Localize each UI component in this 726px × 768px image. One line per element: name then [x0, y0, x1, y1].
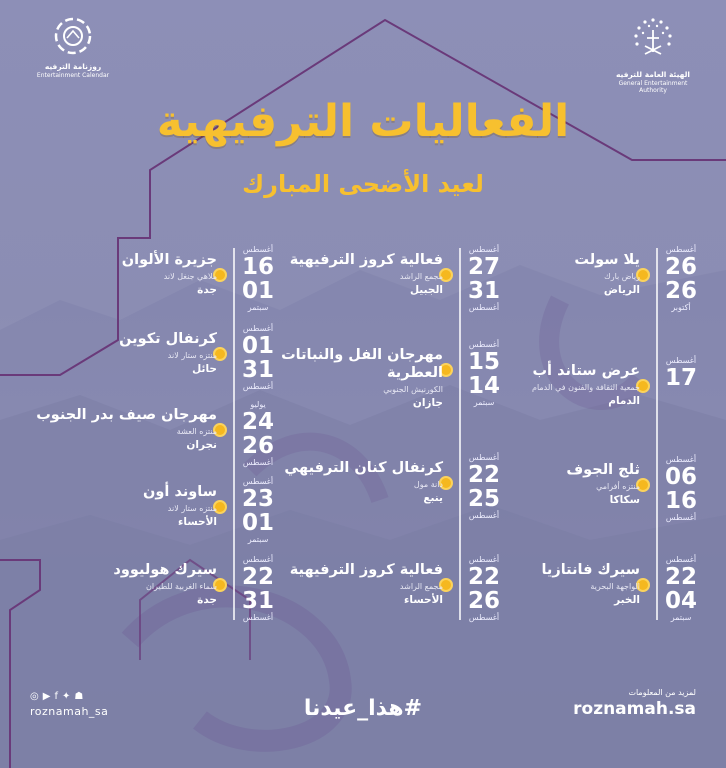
start-month: أغسطس	[468, 245, 500, 254]
end-month: أغسطس	[468, 303, 500, 312]
left-logo-name-ar: روزنامة الترفيه	[44, 62, 102, 71]
end-day: 31	[241, 588, 274, 614]
start-day: 06	[664, 464, 697, 490]
end-month: أغسطس	[242, 458, 274, 467]
event-card[interactable]	[440, 455, 697, 535]
hashtag: #هذا_عيدنا	[303, 696, 423, 721]
event-dates	[655, 455, 707, 523]
right-logo-name-ar: الهيئة العامة للترفيه	[616, 70, 690, 79]
start-day: 17	[664, 365, 697, 391]
event-city: حائل	[192, 363, 217, 375]
end-day: 01	[241, 510, 274, 536]
event-name: سيرك فانتازيا	[541, 562, 640, 578]
event-info	[17, 251, 217, 297]
event-card[interactable]	[17, 555, 274, 635]
event-name: يلا سولت	[574, 252, 640, 268]
instagram-icon[interactable]: ◎	[30, 691, 39, 702]
snapchat-icon[interactable]: ☗	[74, 691, 84, 702]
end-month: أغسطس	[468, 511, 500, 520]
end-day: 31	[241, 357, 274, 383]
event-venue: جمعية الثقافة والفنون في الدمام	[532, 383, 640, 392]
event-info	[17, 561, 217, 607]
event-venue: الواجهة البحرية	[590, 582, 640, 591]
start-day: 22	[664, 564, 697, 590]
end-month: سبتمر	[473, 398, 495, 407]
event-city: الجبيل	[409, 284, 443, 296]
end-month: أغسطس	[468, 613, 500, 622]
end-month: أغسطس	[242, 613, 274, 622]
start-day: 24	[241, 409, 274, 435]
event-city: سكاكا	[609, 494, 640, 506]
end-day: 14	[467, 373, 500, 399]
end-day: 26	[664, 278, 697, 304]
event-card[interactable]	[17, 324, 274, 404]
site-info	[573, 688, 696, 719]
event-city: الخبر	[614, 594, 640, 606]
event-city: جدة	[197, 594, 217, 606]
end-day: 16	[664, 488, 697, 514]
start-month: أغسطس	[665, 245, 697, 254]
start-month: يوليو	[250, 400, 266, 409]
start-day: 23	[241, 486, 274, 512]
site-label: لمزيد من المعلومات	[628, 688, 696, 697]
event-name: كرنفال تكوين	[119, 331, 217, 347]
event-card[interactable]	[440, 555, 697, 635]
event-venue: مجمع الراشد	[399, 272, 443, 281]
event-dates	[655, 245, 707, 313]
event-card[interactable]	[17, 245, 274, 325]
gea-emblem-icon	[625, 16, 681, 64]
page-subtitle: لعيد الأضحى المبارك	[242, 170, 484, 198]
start-month: أغسطس	[242, 324, 274, 333]
start-day: 22	[241, 564, 274, 590]
page-title: الفعاليات الترفيهية	[156, 96, 570, 147]
event-venue: ملاهي جنغل لاند	[163, 272, 217, 281]
entertainment-calendar-logo	[28, 16, 118, 79]
event-venue: دانة مول	[413, 480, 443, 489]
start-day: 22	[467, 564, 500, 590]
event-name: كرنفال كنان الترفيهي	[284, 460, 443, 476]
end-day: 26	[467, 588, 500, 614]
start-month: أغسطس	[665, 455, 697, 464]
event-venue: منتزه ستار لاند	[167, 504, 217, 513]
right-logo-name-en: General Entertainment Authority	[618, 80, 688, 94]
event-name: فعالية كروز الترفيهية	[289, 562, 443, 578]
event-card[interactable]	[243, 245, 500, 325]
event-info	[243, 561, 443, 607]
event-info	[440, 561, 640, 607]
event-name: مهرجان الفل والنباتات العطرية	[281, 347, 443, 381]
event-info	[243, 346, 443, 410]
start-month: أغسطس	[665, 555, 697, 564]
event-info	[17, 406, 217, 452]
end-month: سبتمر	[247, 535, 269, 544]
start-month: أغسطس	[468, 555, 500, 564]
event-name: جزيرة الألوان	[121, 252, 217, 268]
event-venue: منتزه أفرامي	[596, 482, 640, 491]
start-month: أغسطس	[242, 245, 274, 254]
end-day: 26	[241, 433, 274, 459]
event-info	[17, 483, 217, 529]
end-day: 31	[467, 278, 500, 304]
event-city: الأحساء	[178, 516, 217, 528]
start-day: 15	[467, 349, 500, 375]
end-month: سبتمر	[247, 303, 269, 312]
event-city: نجران	[186, 439, 217, 451]
start-month: أغسطس	[468, 453, 500, 462]
event-dates	[655, 555, 707, 623]
left-logo-name-en: Entertainment Calendar	[36, 72, 110, 79]
calendar-emblem-icon	[53, 16, 93, 56]
event-card[interactable]	[17, 477, 274, 557]
site-url-link[interactable]: roznamah.sa	[573, 699, 696, 719]
event-name: ساوند أون	[143, 484, 217, 500]
start-month: أغسطس	[665, 356, 697, 365]
event-card[interactable]	[243, 453, 500, 533]
start-day: 22	[467, 462, 500, 488]
start-day: 26	[664, 254, 697, 280]
start-month: أغسطس	[468, 340, 500, 349]
event-city: الأحساء	[404, 594, 443, 606]
facebook-icon[interactable]: f	[54, 691, 58, 702]
end-month: أغسطس	[242, 382, 274, 391]
event-name: عرض ستاند أب	[532, 363, 640, 379]
event-info	[440, 362, 640, 408]
event-card[interactable]	[17, 400, 274, 480]
end-month: سبتمر	[670, 613, 692, 622]
event-info	[17, 330, 217, 376]
event-venue: مجمع الراشد	[399, 582, 443, 591]
event-venue: سماء الغربية للطيران	[145, 582, 217, 591]
event-name: سيرك هوليوود	[113, 562, 217, 578]
event-venue: الكورنيش الجنوبي	[383, 385, 443, 394]
event-dates	[655, 356, 707, 390]
start-day: 16	[241, 254, 274, 280]
event-card[interactable]	[243, 555, 500, 635]
start-month: أغسطس	[242, 477, 274, 486]
event-card[interactable]	[440, 356, 697, 436]
gea-logo	[608, 16, 698, 94]
event-info	[243, 459, 443, 505]
event-venue: منتزه العشة	[176, 427, 217, 436]
social-handle[interactable]: roznamah_sa	[30, 705, 109, 718]
event-city: الدمام	[608, 395, 640, 407]
event-name: فعالية كروز الترفيهية	[289, 252, 443, 268]
event-name: ثلج الجوف	[566, 462, 640, 478]
event-info	[440, 461, 640, 507]
event-card[interactable]	[243, 340, 500, 420]
end-day: 25	[467, 486, 500, 512]
event-info	[243, 251, 443, 297]
event-venue: رياض بارك	[604, 272, 640, 281]
event-info	[440, 251, 640, 297]
end-month: أكتوبر	[671, 303, 691, 312]
start-day: 01	[241, 333, 274, 359]
start-month: أغسطس	[242, 555, 274, 564]
event-city: جدة	[197, 284, 217, 296]
twitter-icon[interactable]: ✦	[61, 691, 71, 702]
event-city: جازان	[412, 397, 443, 409]
end-day: 04	[664, 588, 697, 614]
youtube-icon[interactable]: ▶	[42, 691, 51, 702]
event-card[interactable]	[440, 245, 697, 325]
end-month: أغسطس	[665, 513, 697, 522]
event-city: الرياض	[603, 284, 640, 296]
event-venue: منتزه ستار لاند	[167, 351, 217, 360]
start-day: 27	[467, 254, 500, 280]
event-name: مهرجان صيف بدر الجنوب	[36, 407, 217, 423]
end-day: 01	[241, 278, 274, 304]
event-city: ينبع	[423, 492, 443, 504]
